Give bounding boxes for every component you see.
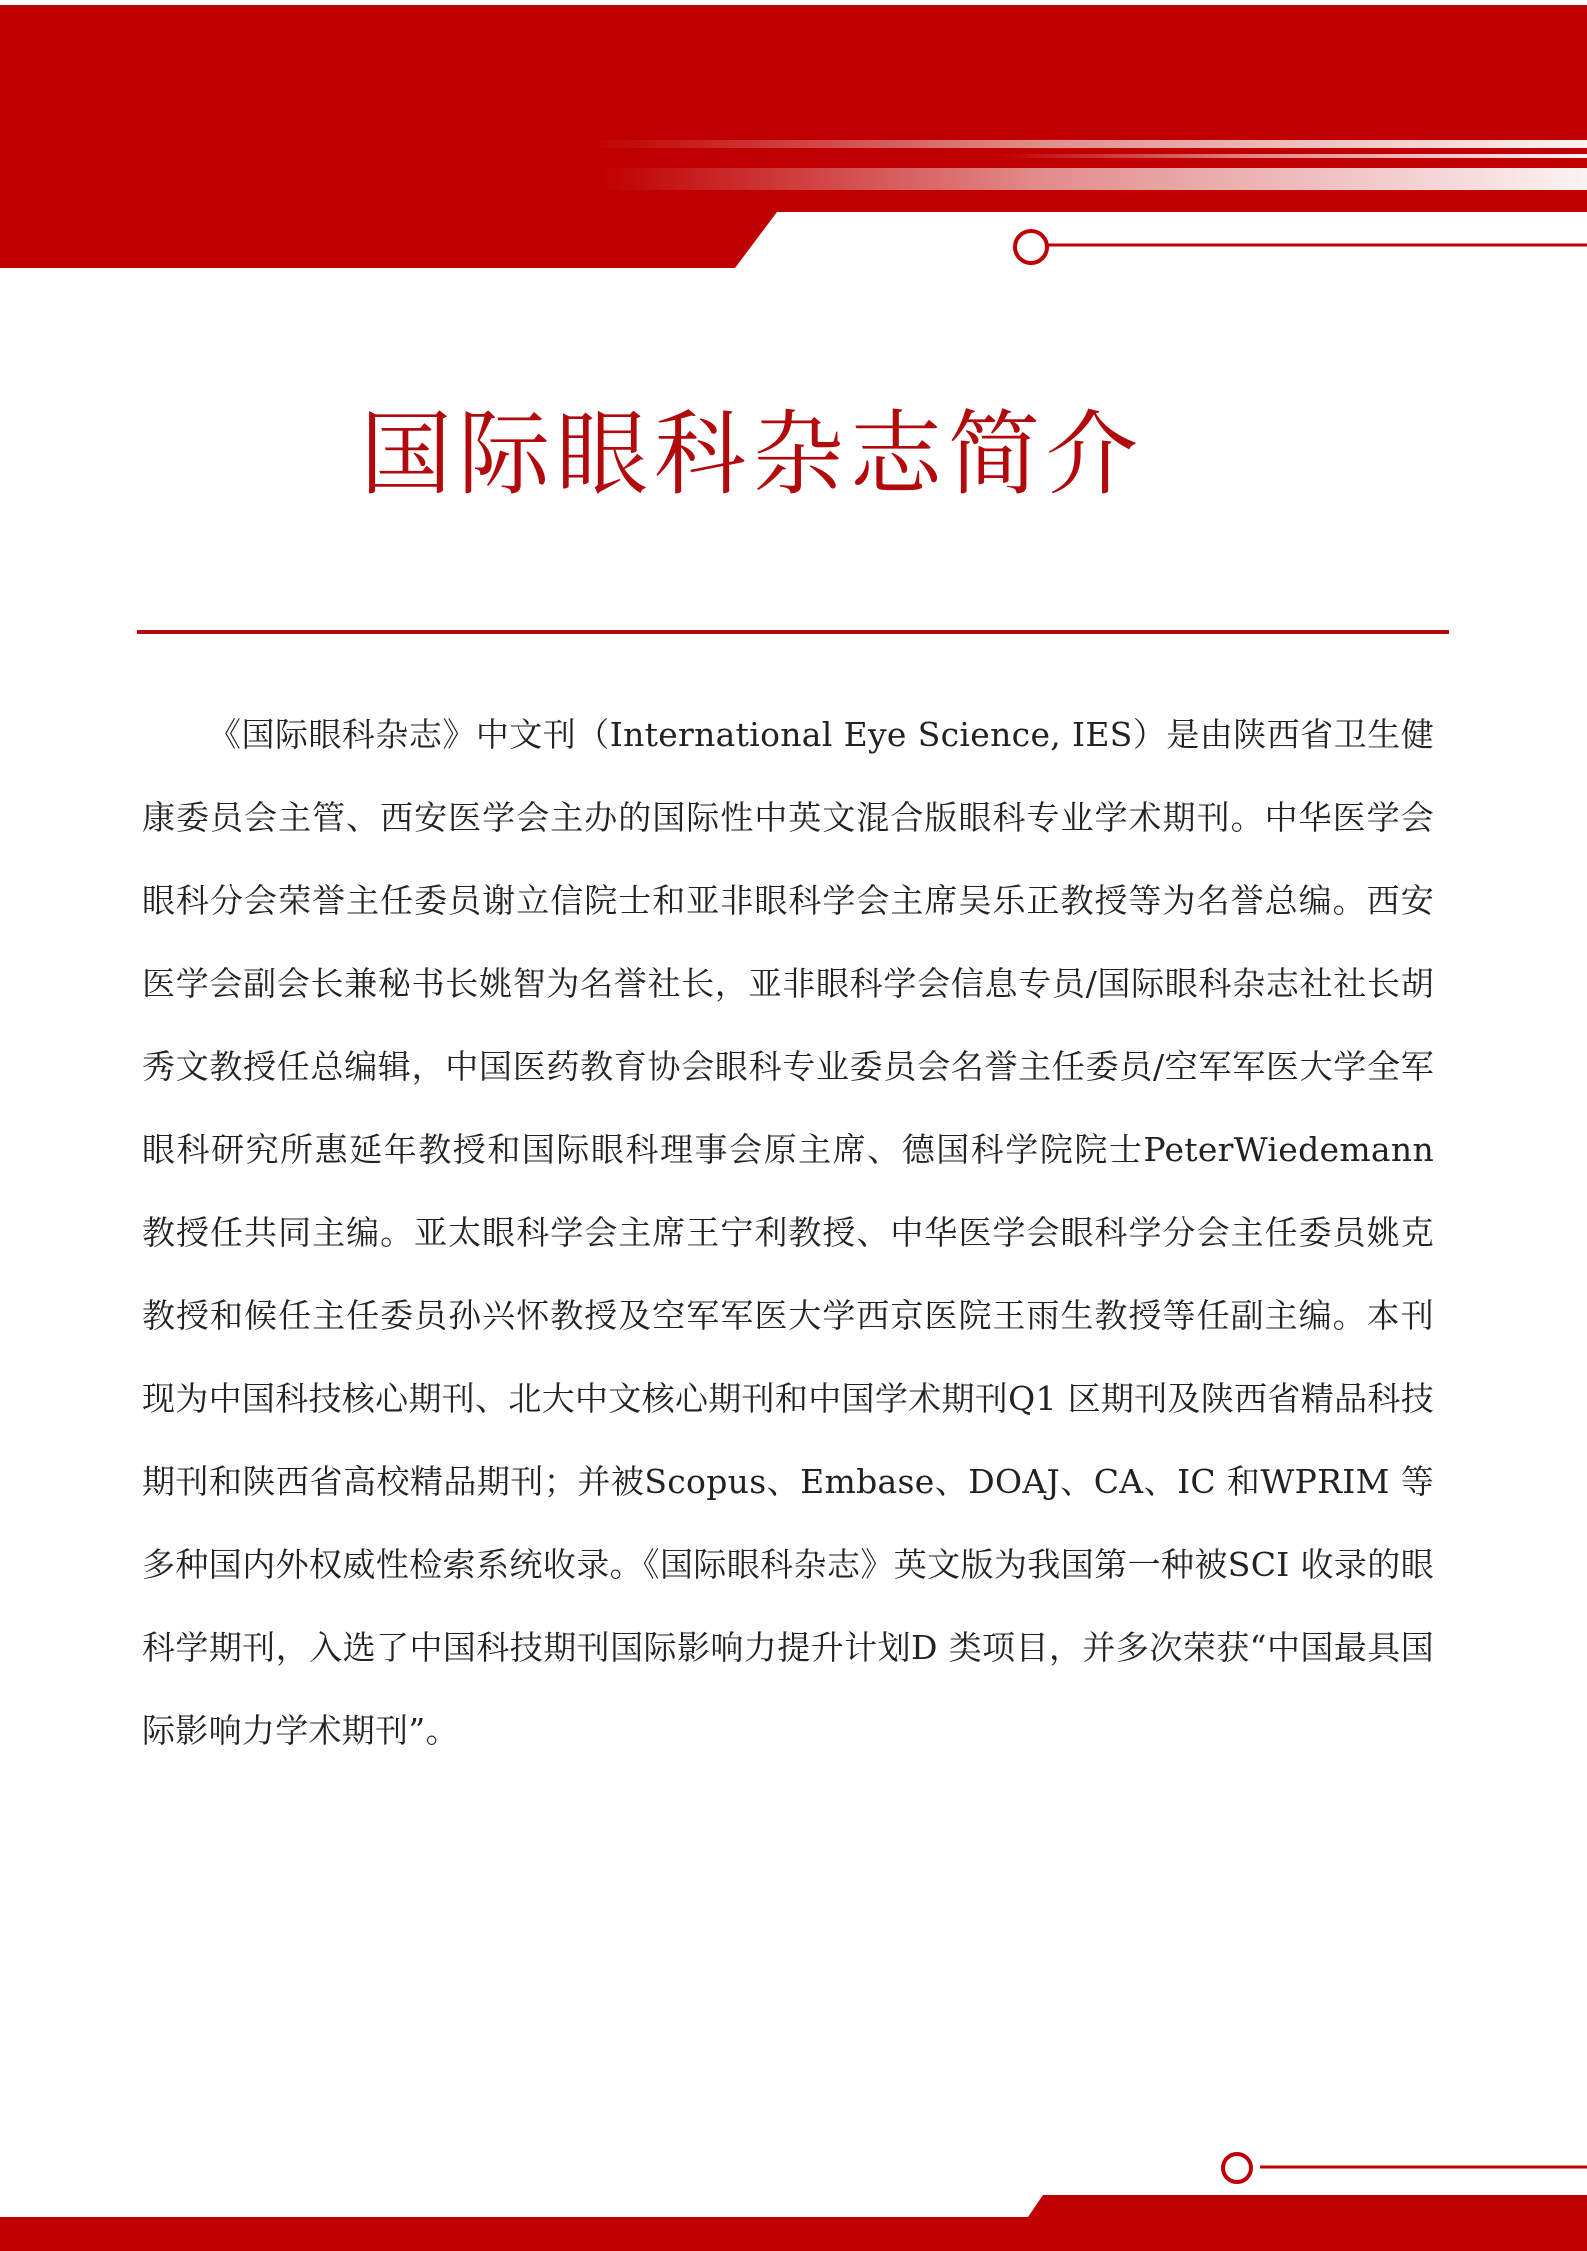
intro-paragraph: 《国际眼科杂志》中文刊（International Eye Science, IES）是由陕西省卫生健康委员会主管、西安医学会主办的国际性中英文混合版眼科专业学术期刊。中华医学会眼科分会荣誉主任委员谢立信院士和亚非眼科学会主席吴乐正教授等为名誉总编。西安医学会副会长兼秘书长姚智为名誉社长，亚非眼科学会信息专员/国际眼科杂志社社长胡秀文教授任总编辑，中国医药教育协会眼科专业委员会名誉主任委员/空军军医大学全军眼科研究所惠延年教授和国际眼科理事会原主席、德国科学院院士PeterWiedemann 教授任共同主编。亚太眼科学会主席王宁利教授、中华医学会眼科学分会主任委员姚克教授和候任主任委员孙兴怀教授及空军军医大学西京医院王雨生教授等任副主编。本刊现为中国科技核心期刊、北大中文核心期刊和中国学术期刊Q1 区期刊及陕西省精品科技期刊和陕西省高校精品期刊；并被Scopus、Embase、DOAJ、CA、IC 和WPRIM 等多种国内外权威性检索系统收录。《国际眼科杂志》英文版为我国第一种被SCI 收录的眼科学期刊，入选了中国科技期刊国际影响力提升计划D 类项目，并多次荣获“中国最具国际影响力学术期刊”。 — [142, 715, 1434, 1750]
page-title: 国际眼科杂志简介 — [360, 401, 1145, 508]
title-divider — [137, 630, 1449, 634]
bottom-ring-ornament — [1221, 2152, 1253, 2184]
bottom-decorative-band — [0, 2145, 1587, 2251]
top-decorative-band — [0, 0, 1587, 270]
top-ring-ornament — [1013, 229, 1049, 265]
